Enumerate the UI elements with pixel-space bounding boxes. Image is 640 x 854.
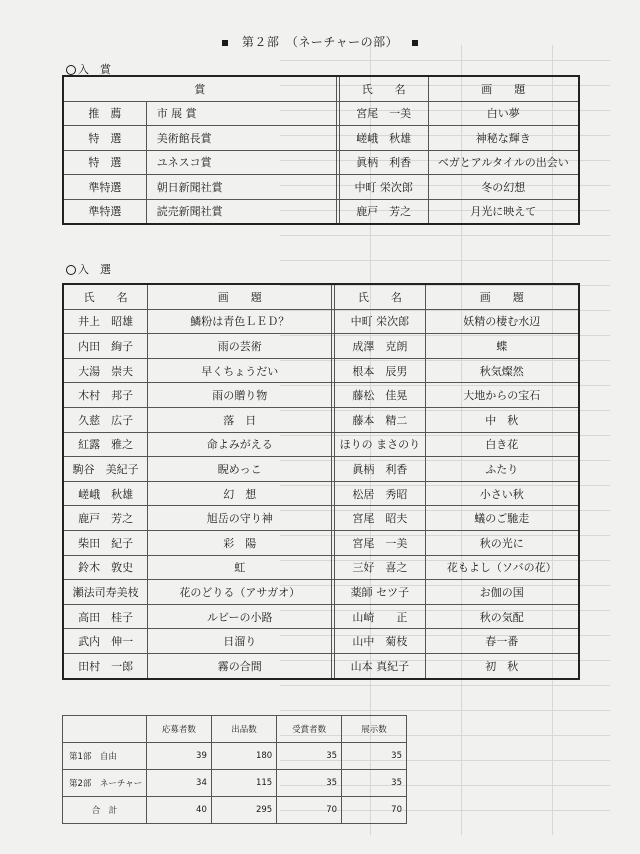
entry-title: お伽の国	[425, 580, 579, 605]
entry-name: 高田 桂子	[63, 604, 148, 629]
table-row: 準特選 読売新聞社賞 鹿戸 芳之 月光に映えて	[63, 199, 579, 224]
table-row	[63, 604, 579, 629]
entry-name: 成澤 克朗	[335, 334, 425, 359]
table-row	[63, 383, 579, 408]
entry-title: 妖精の棲む水辺	[425, 309, 579, 334]
table-row	[63, 358, 579, 383]
table-row	[63, 457, 579, 482]
entry-name: 柴田 紀子	[63, 530, 148, 555]
entry-title: 落 日	[148, 407, 332, 432]
awards-header-row	[63, 76, 579, 101]
entry-name: 田村 一郎	[63, 653, 148, 678]
entry-title: 彩 陽	[148, 530, 332, 555]
entry-name: 山崎 正	[335, 604, 425, 629]
entry-name: 嵯峨 秋雄	[63, 481, 148, 506]
table-row	[63, 481, 579, 506]
stats-header-row: 応募者数 出品数 受賞者数 展示数	[63, 716, 407, 743]
entry-title: 花もよし（ソバの花）	[425, 555, 579, 580]
table-row: 第1部 自由 39 180 35 35	[63, 743, 407, 770]
table-row	[63, 506, 579, 531]
entry-name: 内田 絢子	[63, 334, 148, 359]
entry-title: 旭岳の守り神	[148, 506, 332, 531]
entry-title: 虹	[148, 555, 332, 580]
entry-name: 中町 栄次郎	[335, 309, 425, 334]
entry-name: 武内 伸一	[63, 629, 148, 654]
entry-title: ふたり	[425, 457, 579, 482]
table-row: 推 薦 市 展 賞 宮尾 一美 白い夢	[63, 101, 579, 126]
circle-bullet-icon	[66, 265, 76, 275]
entry-name: 宮尾 昭夫	[335, 506, 425, 531]
entry-name: 大湯 崇夫	[63, 358, 148, 383]
stats-table	[62, 715, 407, 824]
table-row	[63, 334, 579, 359]
entry-name: 三好 喜之	[335, 555, 425, 580]
entry-title: 蟻のご馳走	[425, 506, 579, 531]
table-row: 第2部 ネーチャー 34 115 35 35	[63, 770, 407, 797]
awards-section-heading: 入 賞	[66, 61, 111, 77]
entry-name: 眞柄 利香	[335, 457, 425, 482]
entry-name: 久慈 広子	[63, 407, 148, 432]
entry-title: ルビーの小路	[148, 604, 332, 629]
entry-title: 花のどりる（アサガオ）	[148, 580, 332, 605]
entry-title: 中 秋	[425, 407, 579, 432]
header-prize: 賞	[63, 76, 336, 101]
table-row: 特 選 ユネスコ賞 眞柄 利香 ベガとアルタイルの出会い	[63, 150, 579, 175]
entry-title: 睨めっこ	[148, 457, 332, 482]
table-row	[63, 653, 579, 678]
entry-title: 小さい秋	[425, 481, 579, 506]
table-row	[63, 432, 579, 457]
entry-title: 秋の光に	[425, 530, 579, 555]
entry-name: 鈴木 敦史	[63, 555, 148, 580]
entry-title: 早くちょうだい	[148, 358, 332, 383]
entry-name: 井上 昭雄	[63, 309, 148, 334]
entry-title: 大地からの宝石	[425, 383, 579, 408]
awards-table	[62, 75, 580, 225]
entry-title: 命よみがえる	[148, 432, 332, 457]
square-bullet-icon	[222, 40, 228, 46]
entry-name: 鹿戸 芳之	[63, 506, 148, 531]
header-name: 氏 名	[339, 76, 428, 101]
entry-name: 木村 邦子	[63, 383, 148, 408]
entry-name: 藤松 佳晃	[335, 383, 425, 408]
entry-name: 松居 秀昭	[335, 481, 425, 506]
table-row: 準特選 朝日新聞社賞 中町 栄次郎 冬の幻想	[63, 175, 579, 200]
entry-name: 紅露 雅之	[63, 432, 148, 457]
table-row	[63, 555, 579, 580]
page-title: 第２部 （ネーチャーの部）	[0, 33, 640, 50]
entry-name: 根本 辰男	[335, 358, 425, 383]
entry-title: 白き花	[425, 432, 579, 457]
entry-title: 初 秋	[425, 653, 579, 678]
table-row	[63, 629, 579, 654]
entry-title: 雨の芸術	[148, 334, 332, 359]
entry-title: 雨の贈り物	[148, 383, 332, 408]
entry-name: 山中 菊枝	[335, 629, 425, 654]
entry-name: 宮尾 一美	[335, 530, 425, 555]
entry-title: 秋の気配	[425, 604, 579, 629]
entry-name: 山本 真紀子	[335, 653, 425, 678]
entry-name: 駒谷 美紀子	[63, 457, 148, 482]
entry-name: 瀬法司寿美枝	[63, 580, 148, 605]
entries-header-row: 氏 名 画 題 氏 名 画 題	[63, 284, 579, 309]
table-row	[63, 309, 579, 334]
square-bullet-icon	[412, 40, 418, 46]
entry-name: 薬師 セツ子	[335, 580, 425, 605]
entry-title: 日溜り	[148, 629, 332, 654]
entry-title: 幻 想	[148, 481, 332, 506]
header-title: 画 題	[428, 76, 579, 101]
entry-name: 藤本 精二	[335, 407, 425, 432]
table-row: 特 選 美術館長賞 嵯峨 秋雄 神秘な輝き	[63, 126, 579, 151]
table-row	[63, 530, 579, 555]
entries-section-heading: 入 選	[66, 261, 111, 277]
entry-title: 鱗粉は青色ＬＥＤ？	[148, 309, 332, 334]
circle-bullet-icon	[66, 65, 76, 75]
table-row	[63, 580, 579, 605]
entry-name: ほりの まさのり	[335, 432, 425, 457]
entries-table	[62, 283, 580, 680]
entry-title: 秋気燦然	[425, 358, 579, 383]
table-row: 合 計 40 295 70 70	[63, 797, 407, 824]
entry-title: 春一番	[425, 629, 579, 654]
table-row	[63, 407, 579, 432]
entry-title: 霧の合間	[148, 653, 332, 678]
entry-title: 蝶	[425, 334, 579, 359]
